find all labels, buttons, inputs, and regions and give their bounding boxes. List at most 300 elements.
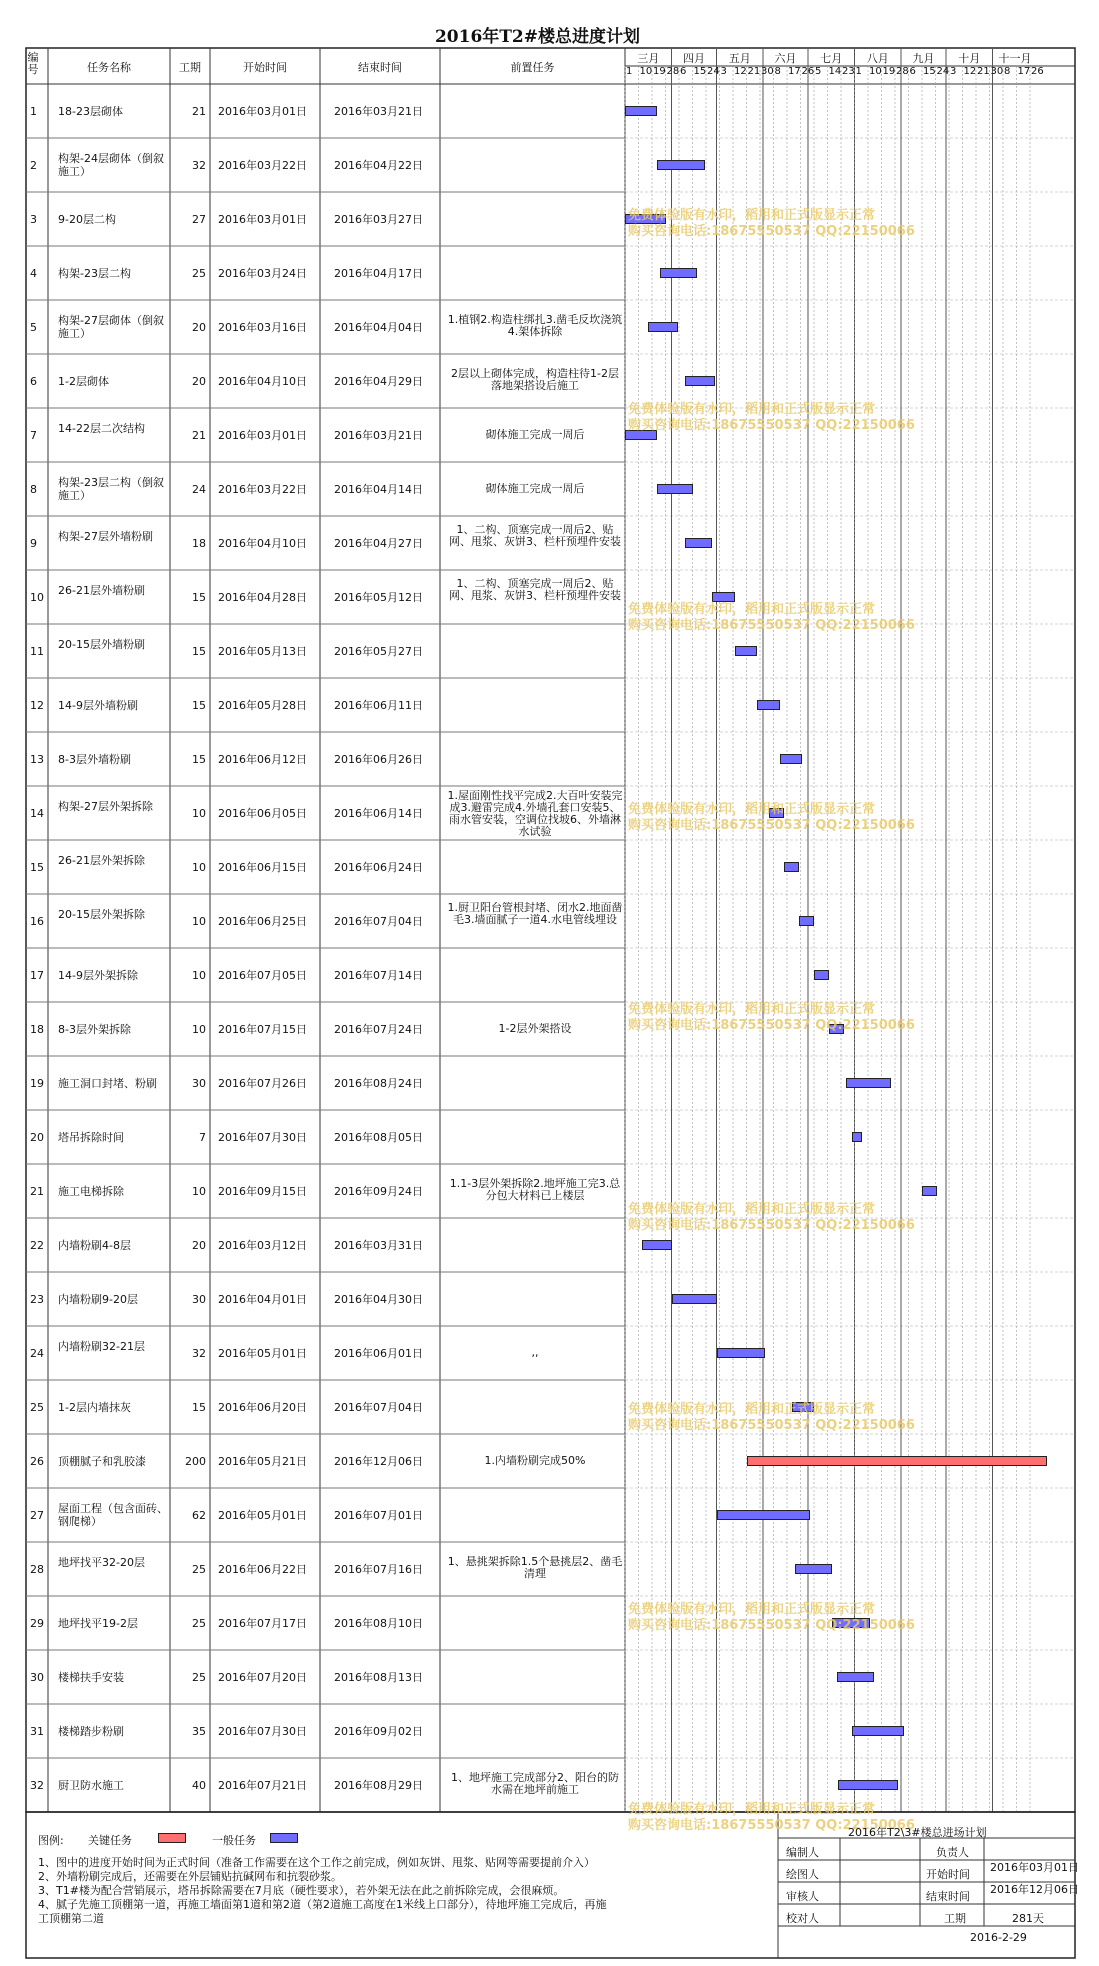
task-start: 2016年06月12日 xyxy=(218,753,307,766)
task-start: 2016年04月10日 xyxy=(218,537,307,550)
task-bar xyxy=(799,916,814,926)
task-duration: 15 xyxy=(192,591,206,604)
month-label: 五月 xyxy=(728,52,751,65)
task-name: 内墙粉刷32-21层 xyxy=(58,1340,145,1353)
task-end: 2016年06月26日 xyxy=(334,753,423,766)
task-name: 内墙粉刷4-8层 xyxy=(58,1239,131,1252)
day-tick-label: 17 xyxy=(1017,66,1031,77)
task-name: 楼梯扶手安装 xyxy=(58,1671,124,1684)
task-predecessor: ,, xyxy=(531,1346,539,1359)
row-number: 9 xyxy=(30,537,37,550)
task-start: 2016年07月17日 xyxy=(218,1617,307,1630)
task-end: 2016年06月24日 xyxy=(334,861,423,874)
day-tick-label: 3 xyxy=(720,66,727,77)
task-bar xyxy=(657,484,693,494)
signoff-reviewer: 审核人 xyxy=(786,1890,819,1903)
task-duration: 10 xyxy=(192,915,206,928)
watermark-line: 免费体验版有水印，稻用和正式版显示正常 xyxy=(628,208,876,223)
task-bar xyxy=(814,970,829,980)
task-start: 2016年05月28日 xyxy=(218,699,307,712)
row-number: 15 xyxy=(30,861,44,874)
task-predecessor: 1.内墙粉刷完成50% xyxy=(484,1454,586,1467)
task-end: 2016年03月21日 xyxy=(334,105,423,118)
task-end: 2016年07月01日 xyxy=(334,1509,423,1522)
day-tick-label: 21 xyxy=(977,66,990,77)
watermark-line: 购买咨询电话:18675550537 QQ:22150066 xyxy=(628,818,915,833)
task-bar xyxy=(784,862,799,872)
task-bar xyxy=(792,1402,815,1412)
task-start: 2016年03月16日 xyxy=(218,321,307,334)
task-name: 20-15层外架拆除 xyxy=(58,908,145,921)
task-bar xyxy=(829,1024,844,1034)
month-label: 三月 xyxy=(637,52,660,65)
task-duration: 62 xyxy=(192,1509,206,1522)
task-bar xyxy=(769,808,784,818)
task-bar xyxy=(795,1564,833,1574)
note-2: 2、外墙粉刷完成后，还需要在外层铺贴抗碱网布和抗裂砂浆。 xyxy=(38,1870,342,1883)
row-number: 7 xyxy=(30,429,37,442)
row-number: 6 xyxy=(30,375,37,388)
task-end: 2016年12月06日 xyxy=(334,1455,423,1468)
note-1: 1、图中的进度开始时间为正式时间（准备工作需要在这个工作之前完成，例如灰饼、甩浆、贴网等需要提前介入） xyxy=(38,1856,595,1869)
task-name: 1-2层砌体 xyxy=(58,375,109,388)
day-tick-label: 30 xyxy=(990,66,1004,77)
day-tick-label: 24 xyxy=(936,66,950,77)
day-tick-label: 1 xyxy=(855,66,862,77)
task-name: 构架-27层外墙粉刷 xyxy=(58,530,153,543)
task-end: 2016年05月27日 xyxy=(334,645,423,658)
task-start: 2016年04月01日 xyxy=(218,1293,307,1306)
task-bar xyxy=(846,1078,891,1088)
month-label: 八月 xyxy=(866,52,889,65)
task-start: 2016年03月22日 xyxy=(218,483,307,496)
task-duration: 25 xyxy=(192,267,206,280)
watermark-line: 免费体验版有水印，稻用和正式版显示正常 xyxy=(628,602,876,617)
row-number: 30 xyxy=(30,1671,44,1684)
task-name: 8-3层外架拆除 xyxy=(58,1023,131,1036)
task-start: 2016年07月05日 xyxy=(218,969,307,982)
watermark-line: 购买咨询电话:18675550537 QQ:22150066 xyxy=(628,618,915,633)
day-tick-label: 5 xyxy=(815,66,822,77)
row-number: 13 xyxy=(30,753,44,766)
day-tick-label: 10 xyxy=(639,66,653,77)
signoff-end-value: 2016年12月06日 xyxy=(990,1883,1079,1896)
task-bar xyxy=(685,376,715,386)
task-start: 2016年05月01日 xyxy=(218,1347,307,1360)
day-tick-label: 21 xyxy=(747,66,761,77)
task-end: 2016年03月27日 xyxy=(334,213,423,226)
month-label: 十一月 xyxy=(998,52,1032,65)
legend-normal-swatch xyxy=(270,1833,298,1843)
task-start: 2016年06月05日 xyxy=(218,807,307,820)
task-predecessor xyxy=(446,651,624,701)
task-bar xyxy=(712,592,735,602)
task-start: 2016年07月30日 xyxy=(218,1131,307,1144)
task-duration: 15 xyxy=(192,645,206,658)
day-tick-label: 28 xyxy=(666,66,680,77)
day-tick-label: 19 xyxy=(653,66,666,77)
task-bar xyxy=(717,1510,810,1520)
watermark-line: 购买咨询电话:18675550537 QQ:22150066 xyxy=(628,1818,915,1833)
col-header-end: 结束时间 xyxy=(358,61,402,74)
day-tick-label: 26 xyxy=(1031,66,1044,77)
task-name: 构架-27层外架拆除 xyxy=(58,800,153,813)
task-name: 20-15层外墙粉刷 xyxy=(58,638,145,651)
watermark-line: 免费体验版有水印，稻用和正式版显示正常 xyxy=(628,1802,876,1817)
day-tick-label: 14 xyxy=(828,66,842,77)
row-number: 4 xyxy=(30,267,37,280)
task-bar xyxy=(660,268,698,278)
task-predecessor: 1、地坪施工完成部分2、阳台的防水需在地坪前施工 xyxy=(451,1772,619,1796)
task-duration: 7 xyxy=(199,1131,206,1144)
task-start: 2016年03月01日 xyxy=(218,213,307,226)
task-name: 内墙粉刷9-20层 xyxy=(58,1293,138,1306)
task-bar xyxy=(625,430,657,440)
task-end: 2016年04月27日 xyxy=(334,537,423,550)
row-number: 12 xyxy=(30,699,44,712)
critical-task-bar xyxy=(747,1456,1047,1466)
task-end: 2016年06月11日 xyxy=(334,699,423,712)
task-predecessor xyxy=(446,111,624,161)
task-duration: 20 xyxy=(192,375,206,388)
task-duration: 10 xyxy=(192,861,206,874)
task-end: 2016年07月16日 xyxy=(334,1563,423,1576)
row-number: 16 xyxy=(30,915,44,928)
task-end: 2016年04月17日 xyxy=(334,267,423,280)
task-end: 2016年07月04日 xyxy=(334,915,423,928)
task-predecessor xyxy=(446,1623,624,1673)
task-duration: 15 xyxy=(192,753,206,766)
task-end: 2016年05月12日 xyxy=(334,591,423,604)
task-bar xyxy=(832,1618,870,1628)
task-name: 地坪找平32-20层 xyxy=(58,1556,145,1569)
task-duration: 18 xyxy=(192,537,206,550)
task-bar xyxy=(837,1672,875,1682)
row-number: 17 xyxy=(30,969,44,982)
task-start: 2016年06月25日 xyxy=(218,915,307,928)
task-end: 2016年08月13日 xyxy=(334,1671,423,1684)
task-end: 2016年04月30日 xyxy=(334,1293,423,1306)
row-number: 32 xyxy=(30,1779,44,1792)
task-duration: 10 xyxy=(192,807,206,820)
task-start: 2016年03月24日 xyxy=(218,267,307,280)
task-end: 2016年08月24日 xyxy=(334,1077,423,1090)
task-duration: 20 xyxy=(192,321,206,334)
watermark-line: 购买咨询电话:18675550537 QQ:22150066 xyxy=(628,1618,915,1633)
task-start: 2016年05月13日 xyxy=(218,645,307,658)
task-end: 2016年08月29日 xyxy=(334,1779,423,1792)
month-label: 九月 xyxy=(912,52,935,65)
task-predecessor xyxy=(446,1407,624,1457)
task-duration: 10 xyxy=(192,1023,206,1036)
task-name: 楼梯踏步粉刷 xyxy=(58,1725,124,1738)
task-name: 施工电梯拆除 xyxy=(58,1185,124,1198)
day-tick-label: 12 xyxy=(963,66,977,77)
day-tick-label: 6 xyxy=(680,66,687,77)
task-bar xyxy=(642,1240,672,1250)
task-duration: 30 xyxy=(192,1293,206,1306)
day-tick-label: 8 xyxy=(1004,66,1011,77)
col-header-duration: 工期 xyxy=(179,61,201,74)
task-name: 构架-27层砌体（倒叙施工） xyxy=(58,314,164,340)
month-label: 十月 xyxy=(958,52,981,65)
note-3: 3、T1#楼为配合营销展示，塔吊拆除需要在7月底（硬性要求），若外架无法在此之前拆除完成，会很麻烦。 xyxy=(38,1884,565,1897)
task-start: 2016年07月30日 xyxy=(218,1725,307,1738)
task-bar xyxy=(852,1132,863,1142)
day-tick-label: 19 xyxy=(882,66,896,77)
task-predecessor: 砌体施工完成一周后 xyxy=(485,482,585,495)
task-name: 构架-24层砌体（倒叙施工） xyxy=(58,152,164,178)
task-start: 2016年07月20日 xyxy=(218,1671,307,1684)
task-end: 2016年07月04日 xyxy=(334,1401,423,1414)
row-number: 19 xyxy=(30,1077,44,1090)
task-name: 1-2层内墙抹灰 xyxy=(58,1401,131,1414)
task-duration: 32 xyxy=(192,1347,206,1360)
task-bar xyxy=(625,106,657,116)
task-start: 2016年04月10日 xyxy=(218,375,307,388)
task-end: 2016年09月24日 xyxy=(334,1185,423,1198)
task-duration: 32 xyxy=(192,159,206,172)
task-name: 9-20层二构 xyxy=(58,213,116,226)
day-tick-label: 23 xyxy=(842,66,855,77)
task-predecessor xyxy=(446,975,624,1025)
row-number: 1 xyxy=(30,105,37,118)
task-start: 2016年09月15日 xyxy=(218,1185,307,1198)
task-predecessor: 1、二构、顶塞完成一周后2、贴网、甩浆、灰饼3、栏杆预埋件安装 xyxy=(449,523,621,548)
signoff-checker: 校对人 xyxy=(786,1912,819,1925)
month-label: 六月 xyxy=(774,52,797,65)
signoff-start-value: 2016年03月01日 xyxy=(990,1861,1079,1874)
task-duration: 25 xyxy=(192,1563,206,1576)
task-bar xyxy=(922,1186,937,1196)
signoff-duration-label: 工期 xyxy=(944,1912,966,1925)
day-tick-label: 12 xyxy=(734,66,747,77)
note-4: 4、腻子先施工顶棚第一道，再施工墙面第1道和第2道（第2道施工高度在1米线上口部分），待地坪施工完成后，再施 xyxy=(38,1898,607,1911)
task-bar xyxy=(685,538,712,548)
task-predecessor: 1.厨卫阳台管根封堵、闭水2.地面凿毛3.墙面腻子一道4.水电管线埋设 xyxy=(447,901,623,926)
day-tick-label: 6 xyxy=(909,66,916,77)
col-header-name: 任务名称 xyxy=(87,61,131,74)
task-predecessor xyxy=(446,1677,624,1727)
watermark-line: 免费体验版有水印，稻用和正式版显示正常 xyxy=(628,1002,876,1017)
legend-label: 图例: xyxy=(38,1834,64,1847)
day-tick-label: 17 xyxy=(788,66,801,77)
row-number: 20 xyxy=(30,1131,44,1144)
watermark-line: 购买咨询电话:18675550537 QQ:22150066 xyxy=(628,1018,915,1033)
task-duration: 15 xyxy=(192,699,206,712)
task-start: 2016年03月22日 xyxy=(218,159,307,172)
task-predecessor xyxy=(446,1083,624,1133)
task-end: 2016年06月14日 xyxy=(334,807,423,820)
task-name: 18-23层砌体 xyxy=(58,105,123,118)
task-start: 2016年06月15日 xyxy=(218,861,307,874)
task-predecessor: 1、悬挑架拆除1.5个悬挑层2、凿毛清理 xyxy=(447,1556,623,1580)
watermark-line: 购买咨询电话:18675550537 QQ:22150066 xyxy=(628,224,915,239)
task-duration: 24 xyxy=(192,483,206,496)
watermark-line: 免费体验版有水印，稻用和正式版显示正常 xyxy=(628,1202,876,1217)
watermark-line: 免费体验版有水印，稻用和正式版显示正常 xyxy=(628,802,876,817)
row-number: 8 xyxy=(30,483,37,496)
task-end: 2016年06月01日 xyxy=(334,1347,423,1360)
task-name: 14-22层二次结构 xyxy=(58,422,145,435)
row-number: 5 xyxy=(30,321,37,334)
signoff-drawer: 绘图人 xyxy=(786,1868,819,1881)
task-name: 屋面工程（包含面砖、钢爬梯） xyxy=(58,1502,168,1528)
row-number: 28 xyxy=(30,1563,44,1576)
task-predecessor xyxy=(446,219,624,269)
task-start: 2016年03月01日 xyxy=(218,429,307,442)
signoff-duration-value: 281天 xyxy=(1012,1912,1044,1925)
task-duration: 15 xyxy=(192,1401,206,1414)
row-number: 25 xyxy=(30,1401,44,1414)
task-predecessor: 1-2层外架搭设 xyxy=(498,1022,572,1035)
task-end: 2016年04月14日 xyxy=(334,483,423,496)
task-duration: 10 xyxy=(192,969,206,982)
task-name: 26-21层外架拆除 xyxy=(58,854,145,867)
row-number: 26 xyxy=(30,1455,44,1468)
watermark-line: 免费体验版有水印，稻用和正式版显示正常 xyxy=(628,1402,876,1417)
page-title: 2016年T2#楼总进度计划 xyxy=(434,27,641,47)
task-duration: 200 xyxy=(185,1455,206,1468)
task-duration: 21 xyxy=(192,105,206,118)
task-bar xyxy=(672,1294,717,1304)
task-start: 2016年07月15日 xyxy=(218,1023,307,1036)
task-duration: 21 xyxy=(192,429,206,442)
task-bar xyxy=(757,700,780,710)
task-end: 2016年08月10日 xyxy=(334,1617,423,1630)
task-name: 构架-23层二构（倒叙施工） xyxy=(58,476,164,502)
signoff-owner: 负责人 xyxy=(936,1846,969,1859)
task-predecessor: 1.屋面刚性找平完成2.大百叶安装完成3.避雷完成4.外墙孔套口安装5、雨水管安装，空调位找坡6、外墙淋水试验 xyxy=(447,790,623,838)
task-predecessor xyxy=(446,1299,624,1349)
task-end: 2016年07月24日 xyxy=(334,1023,423,1036)
task-name: 26-21层外墙粉刷 xyxy=(58,584,145,597)
day-tick-label: 10 xyxy=(869,66,882,77)
task-bar xyxy=(735,646,758,656)
task-predecessor xyxy=(446,165,624,215)
legend-normal-label: 一般任务 xyxy=(212,1834,256,1847)
month-label: 七月 xyxy=(820,52,843,65)
task-name: 顶棚腻子和乳胶漆 xyxy=(58,1455,146,1468)
col-header-start: 开始时间 xyxy=(243,61,287,74)
task-end: 2016年03月21日 xyxy=(334,429,423,442)
task-bar xyxy=(838,1780,898,1790)
legend-critical-swatch xyxy=(158,1833,186,1843)
signoff-project: 2016年T2\3#楼总进场计划 xyxy=(848,1826,987,1839)
watermark-line: 购买咨询电话:18675550537 QQ:22150066 xyxy=(628,1418,915,1433)
col-header-no: 编号 xyxy=(27,51,39,76)
task-name: 8-3层外墙粉刷 xyxy=(58,753,131,766)
day-tick-label: 3 xyxy=(950,66,957,77)
task-end: 2016年08月05日 xyxy=(334,1131,423,1144)
task-end: 2016年03月31日 xyxy=(334,1239,423,1252)
row-number: 31 xyxy=(30,1725,44,1738)
task-predecessor: 1.1-3层外架拆除2.地坪施工完3.总分包大材料已上楼层 xyxy=(449,1178,621,1202)
row-number: 2 xyxy=(30,159,37,172)
task-end: 2016年09月02日 xyxy=(334,1725,423,1738)
task-bar xyxy=(852,1726,905,1736)
task-end: 2016年04月04日 xyxy=(334,321,423,334)
task-start: 2016年07月26日 xyxy=(218,1077,307,1090)
row-number: 21 xyxy=(30,1185,44,1198)
day-tick-label: 28 xyxy=(896,66,909,77)
task-end: 2016年04月22日 xyxy=(334,159,423,172)
task-predecessor: 1、二构、顶塞完成一周后2、贴网、甩浆、灰饼3、栏杆预埋件安装 xyxy=(449,577,621,602)
task-bar xyxy=(648,322,678,332)
day-tick-label: 26 xyxy=(801,66,815,77)
task-predecessor: 砌体施工完成一周后 xyxy=(485,428,585,441)
task-duration: 25 xyxy=(192,1617,206,1630)
watermark-line: 免费体验版有水印，稻用和正式版显示正常 xyxy=(628,1602,876,1617)
row-number: 10 xyxy=(30,591,44,604)
row-number: 29 xyxy=(30,1617,44,1630)
task-start: 2016年05月21日 xyxy=(218,1455,307,1468)
task-predecessor xyxy=(446,1245,624,1295)
row-number: 3 xyxy=(30,213,37,226)
signoff-compiler: 编制人 xyxy=(786,1846,819,1859)
task-bar xyxy=(657,160,705,170)
task-bar xyxy=(625,214,666,224)
watermark-line: 免费体验版有水印，稻用和正式版显示正常 xyxy=(628,402,876,417)
row-number: 24 xyxy=(30,1347,44,1360)
task-name: 14-9层外墙粉刷 xyxy=(58,699,138,712)
task-predecessor xyxy=(446,705,624,755)
task-bar xyxy=(780,754,803,764)
row-number: 14 xyxy=(30,807,44,820)
task-duration: 10 xyxy=(192,1185,206,1198)
task-name: 地坪找平19-2层 xyxy=(58,1617,138,1630)
watermark-line: 购买咨询电话:18675550537 QQ:22150066 xyxy=(628,1218,915,1233)
task-start: 2016年04月28日 xyxy=(218,591,307,604)
task-start: 2016年05月01日 xyxy=(218,1509,307,1522)
task-bar xyxy=(717,1348,765,1358)
task-duration: 27 xyxy=(192,213,206,226)
task-end: 2016年04月29日 xyxy=(334,375,423,388)
task-end: 2016年07月14日 xyxy=(334,969,423,982)
row-number: 27 xyxy=(30,1509,44,1522)
task-name: 14-9层外架拆除 xyxy=(58,969,138,982)
day-tick-label: 15 xyxy=(693,66,707,77)
task-start: 2016年06月22日 xyxy=(218,1563,307,1576)
task-predecessor: 2层以上砌体完成，构造柱待1-2层落地架搭设后施工 xyxy=(451,368,619,392)
row-number: 22 xyxy=(30,1239,44,1252)
task-name: 构架-23层二构 xyxy=(58,267,131,280)
signoff-start-label: 开始时间 xyxy=(926,1868,970,1881)
note-5: 工顶棚第二道 xyxy=(38,1912,104,1925)
task-duration: 30 xyxy=(192,1077,206,1090)
task-start: 2016年03月12日 xyxy=(218,1239,307,1252)
task-start: 2016年06月20日 xyxy=(218,1401,307,1414)
row-number: 23 xyxy=(30,1293,44,1306)
row-number: 11 xyxy=(30,645,44,658)
day-tick-label: 30 xyxy=(761,66,774,77)
col-header-predecessor: 前置任务 xyxy=(510,61,555,74)
task-duration: 40 xyxy=(192,1779,206,1792)
watermark-line: 购买咨询电话:18675550537 QQ:22150066 xyxy=(628,418,915,433)
task-name: 塔吊拆除时间 xyxy=(58,1131,124,1144)
task-duration: 20 xyxy=(192,1239,206,1252)
legend-critical-label: 关键任务 xyxy=(88,1834,132,1847)
day-tick-label: 1 xyxy=(626,66,633,77)
task-duration: 35 xyxy=(192,1725,206,1738)
task-predecessor: 1.植钢2.构造柱绑扎3.凿毛反坎浇筑4.架体拆除 xyxy=(447,314,623,338)
day-tick-label: 15 xyxy=(923,66,936,77)
task-name: 施工洞口封堵、粉刷 xyxy=(58,1077,157,1090)
signoff-end-label: 结束时间 xyxy=(926,1890,970,1903)
signoff-date: 2016-2-29 xyxy=(970,1931,1027,1944)
task-duration: 25 xyxy=(192,1671,206,1684)
day-tick-label: 8 xyxy=(774,66,781,77)
